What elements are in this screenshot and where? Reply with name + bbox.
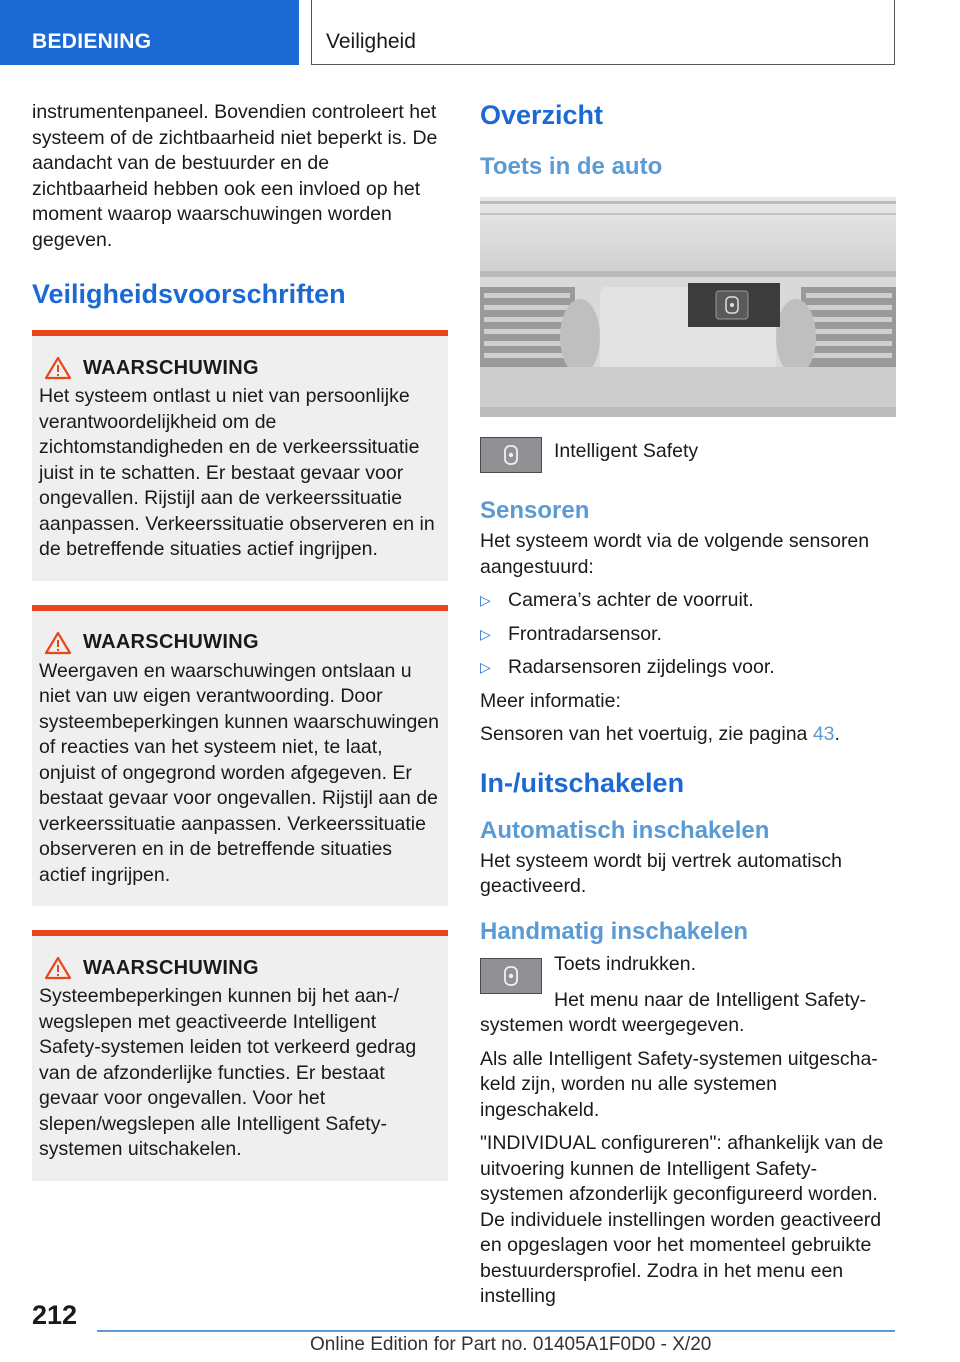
warning-box-3 xyxy=(32,930,448,1181)
heading-switch-on-off: In-/uitschakelen xyxy=(480,767,685,798)
warning-box-1 xyxy=(32,330,448,581)
sensors-intro: Het systeem wordt via de volgende sensoren aangestuurd: xyxy=(480,530,870,578)
list-item-text: Frontradarsensor. xyxy=(508,622,662,645)
button-legend xyxy=(480,437,896,473)
button-caption: Intelligent Safety xyxy=(554,440,699,462)
more-info-label: Meer informatie: xyxy=(480,689,621,712)
reference-end: . xyxy=(834,723,840,745)
bullet-triangle-icon: ▷ xyxy=(480,625,491,642)
footer-edition: Online Edition for Part no. 01405A1F0D0 - X/20 xyxy=(310,1334,712,1355)
warning-title: WAARSCHUWING xyxy=(83,956,259,979)
manual-step-2: Het menu naar de Intelligent Safety-systemen wordt weergegeven. xyxy=(480,988,867,1036)
automatic-text: Het systeem wordt bij vertrek automatisch geactiveerd. xyxy=(480,849,842,897)
bullet-triangle-icon: ▷ xyxy=(480,592,491,608)
intelligent-safety-button-icon xyxy=(480,958,542,994)
warning-text: Het systeem ontlast u niet van persoonlijke verantwoordelijkheid om de zichtomstandigheden en de verkeerssituatie juist in te schatten. Er bestaat gevaar voor ongevallen. Rijstijl aan de verkeerssituatie aanpassen. Verkeerssituatie observeren en in de betreffende situaties actief ingrijpen. xyxy=(39,385,435,560)
heading-sensors: Sensoren xyxy=(480,497,590,524)
list-item xyxy=(480,622,896,648)
footer-divider xyxy=(97,1330,895,1332)
page-reference xyxy=(480,722,896,748)
paragraph-individual: "INDIVIDUAL configureren": afhankelijk van de uitvoering kunnen de Intelligent Safety-systemen afzonderlijk geconfigureerd worden. De individuele instellingen worden geactiveerd en opgeslagen voor het momenteel gebruikte bestuurdersprofiel. Zodra in het menu een instelling xyxy=(480,1132,884,1307)
list-item-text: Camera’s achter de voorruit. xyxy=(508,589,754,611)
heading-button-in-car: Toets in de auto xyxy=(480,153,663,180)
warning-triangle-icon xyxy=(44,356,72,380)
page-link[interactable]: 43 xyxy=(812,723,835,745)
heading-automatic: Automatisch inschakelen xyxy=(480,816,770,844)
paragraph-all-systems: Als alle Intelligent Safety-systemen uitgeschakeld zijn, worden nu alle systemen ingeschakeld. xyxy=(480,1047,878,1121)
right-column xyxy=(480,100,896,1318)
dashboard-photo xyxy=(480,197,896,417)
heading-manual: Handmatig inschakelen xyxy=(480,917,749,945)
intro-paragraph: instrumentenpaneel. Bovendien controleert het systeem of de zichtbaarheid niet beperkt is. De aandacht van de bestuurder en de zichtbaarheid hebben ook een invloed op het moment waarop waarschuwingen worden gegeven. xyxy=(32,101,438,251)
list-item xyxy=(480,588,896,614)
list-item xyxy=(480,655,896,681)
warning-box-2 xyxy=(32,605,448,907)
section-tab: BEDIENING xyxy=(0,0,299,65)
chapter-title: Veiligheid xyxy=(311,0,895,65)
intelligent-safety-button-icon xyxy=(480,437,542,473)
list-item-text: Radarsensoren zijdelings voor. xyxy=(508,656,775,678)
warning-title: WAARSCHUWING xyxy=(83,356,259,379)
warning-text: Systeembeperkingen kunnen bij het aan-/ wegslepen met geactiveerde Intelligent Safety-systemen leiden tot verkeerd gedrag van de afzonderlijke functies. Er bestaat gevaar voor ongevallen. Voor het slepen/wegslepen alle Intelligent Safety-systemen uitschakelen. xyxy=(39,985,417,1160)
warning-triangle-icon xyxy=(44,631,72,655)
page-number: 212 xyxy=(32,1300,78,1330)
bullet-triangle-icon: ▷ xyxy=(480,659,491,675)
reference-text: Sensoren van het voertuig, zie pagina xyxy=(480,723,813,745)
heading-safety-rules: Veiligheidsvoorschriften xyxy=(32,279,346,309)
warning-title: WAARSCHUWING xyxy=(83,631,259,653)
manual-step-1: Toets indrukken. xyxy=(554,952,696,975)
warning-triangle-icon xyxy=(44,956,72,980)
warning-text: Weergaven en waarschuwingen ontslaan u niet van uw eigen verantwoording. Door systeembeperkingen kunnen waarschuwingen of reacties van het systeem niet, te laat, onjuist of ongegrond worden afgegeven. Er bestaat gevaar voor ongevallen. Rijstijl aan de verkeerssituatie aanpassen. Verkeerssituatie observeren en in de betreffende situaties actief ingrijpen. xyxy=(39,659,439,886)
left-column xyxy=(32,100,448,1181)
heading-overview: Overzicht xyxy=(480,100,604,130)
